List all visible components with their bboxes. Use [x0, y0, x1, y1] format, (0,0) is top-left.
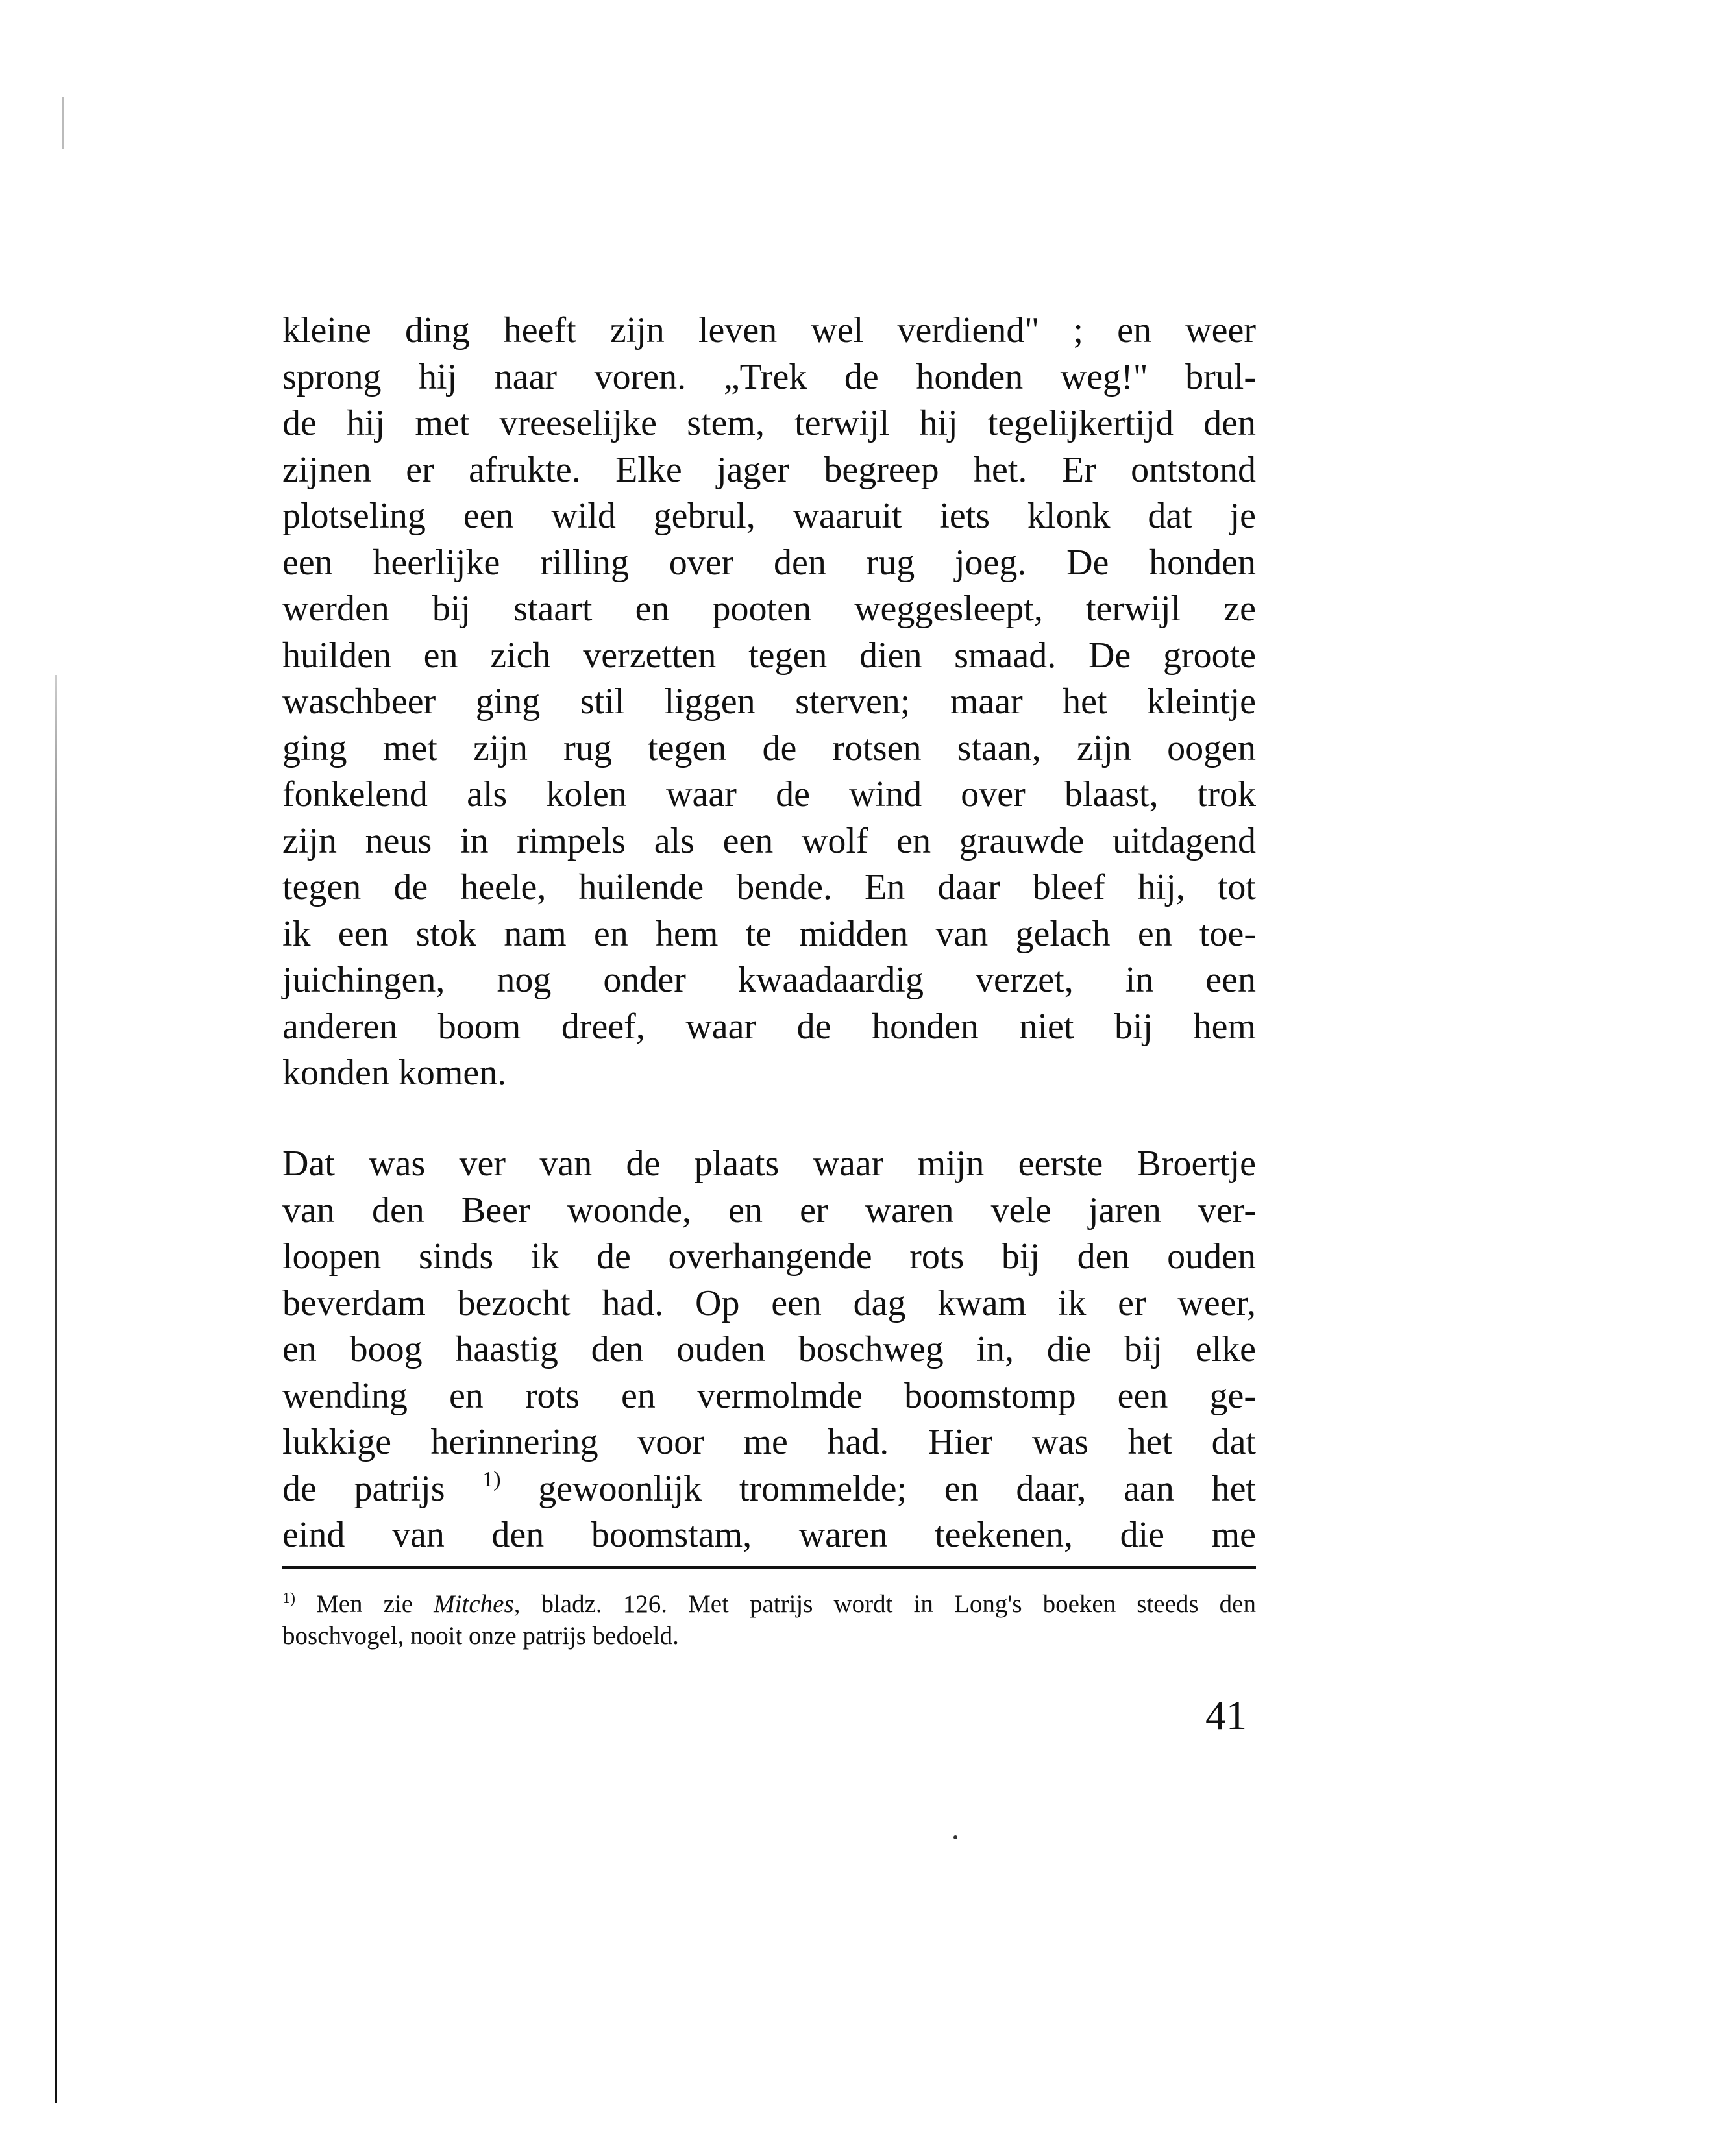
footnote-reference[interactable]: 1)	[482, 1467, 501, 1491]
footnote-line: boschvogel, nooit onze patrijs bedoeld.	[282, 1622, 679, 1650]
text-line: en boog haastig den ouden boschweg in, die bij elke	[282, 1329, 1256, 1369]
text-line: fonkelend als kolen waar de wind over blaast, trok	[282, 774, 1256, 815]
text-line: de hij met vreeselijke stem, terwijl hij tegelijkertijd den	[282, 403, 1256, 443]
text-line: loopen sinds ik de overhangende rots bij den ouden	[282, 1236, 1256, 1277]
text-line: wending en rots en vermolmde boomstomp een ge-	[282, 1375, 1256, 1416]
text-line: kleine ding heeft zijn leven wel verdiend" ; en weer	[282, 310, 1256, 350]
text-line: lukkige herinnering voor me had. Hier was het dat	[282, 1422, 1256, 1462]
text-line: tegen de heele, huilende bende. En daar bleef hij, tot	[282, 867, 1256, 907]
text-line	[282, 1466, 1256, 1513]
text-line: ging met zijn rug tegen de rotsen staan, zijn oogen	[282, 728, 1256, 768]
text-line: anderen boom dreef, waar de honden niet bij hem	[282, 1006, 1256, 1047]
footnote-text: bladz. 126. Met patrijs wordt in Long's boeken steeds den	[520, 1590, 1256, 1618]
scan-speck	[953, 1835, 957, 1839]
text-line: beverdam bezocht had. Op een dag kwam ik er weer,	[282, 1282, 1256, 1323]
text-line: Dat was ver van de plaats waar mijn eerste Broertje	[282, 1144, 1256, 1184]
footnote-divider	[282, 1566, 1256, 1569]
text-line: ik een stok nam en hem te midden van gelach en toe-	[282, 913, 1256, 954]
footnote-line	[282, 1588, 1256, 1620]
footnote	[282, 1588, 1256, 1652]
text-fragment: de patrijs	[282, 1468, 483, 1509]
text-line: sprong hij naar voren. „Trek de honden weg!" brul-	[282, 356, 1256, 397]
footnote-title: Mitches,	[434, 1590, 521, 1618]
text-line: waschbeer ging stil liggen sterven; maar het kleintje	[282, 681, 1256, 722]
scan-edge-artifact	[55, 675, 57, 2103]
text-line: een heerlijke rilling over den rug joeg. De honden	[282, 542, 1256, 583]
text-line: huilden en zich verzetten tegen dien smaad. De groote	[282, 635, 1256, 676]
footnote-marker: 1)	[282, 1590, 295, 1607]
page-number: 41	[1205, 1692, 1247, 1738]
paragraph-2	[282, 1141, 1256, 1559]
footnote-text: Men zie	[295, 1590, 434, 1618]
text-line: konden komen.	[282, 1053, 507, 1093]
paragraph-1	[282, 308, 1256, 1097]
text-line: zijn neus in rimpels als een wolf en grauwde uitdagend	[282, 820, 1256, 861]
scan-edge-artifact	[62, 97, 64, 149]
text-line: juichingen, nog onder kwaadaardig verzet, in een	[282, 960, 1256, 1000]
text-line: zijnen er afrukte. Elke jager begreep het. Er ontstond	[282, 449, 1256, 490]
text-line: werden bij staart en pooten weggesleept, terwijl ze	[282, 589, 1256, 629]
text-line: eind van den boomstam, waren teekenen, die me	[282, 1515, 1256, 1555]
text-line: van den Beer woonde, en er waren vele jaren ver-	[282, 1190, 1256, 1231]
text-line: plotseling een wild gebrul, waaruit iets klonk dat je	[282, 496, 1256, 536]
text-fragment: gewoonlijk trommelde; en daar, aan het	[500, 1468, 1256, 1509]
